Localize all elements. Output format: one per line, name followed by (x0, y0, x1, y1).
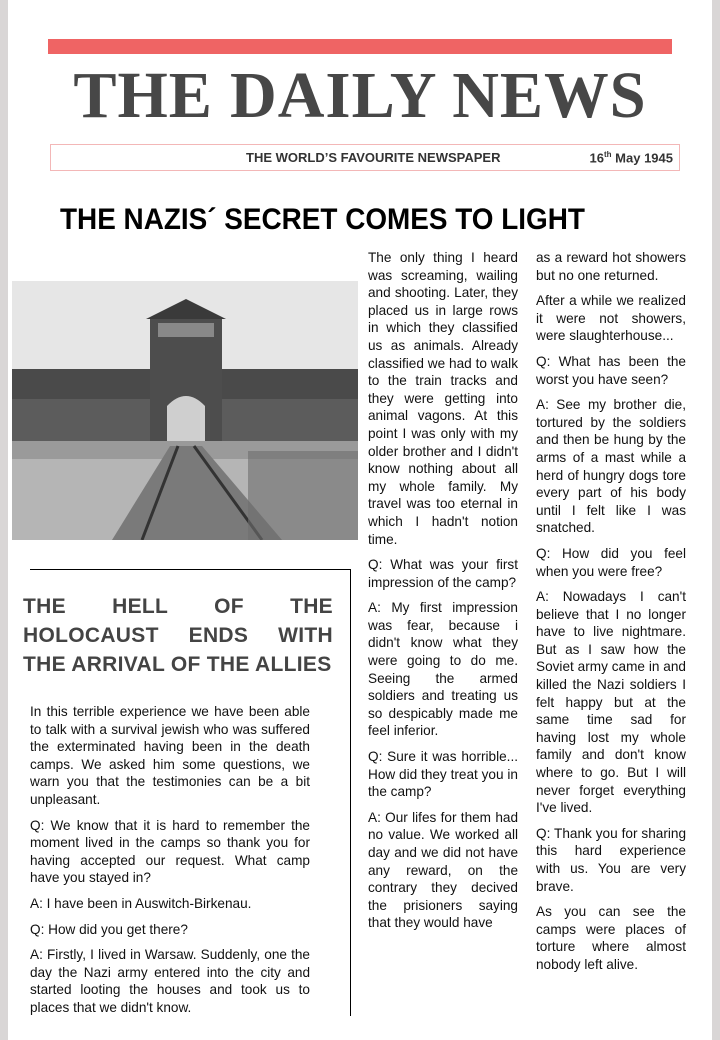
paragraph: Q: Sure it was horrible... How did they treat you in the camp? (368, 749, 518, 800)
paragraph: A: Firstly, I lived in Warsaw. Suddenly, one the day the Nazi army entered into the city and started looting the houses and took us to places that we didn't know. (30, 947, 310, 1015)
article-column-3 (536, 249, 686, 982)
issue-date (590, 150, 673, 165)
paragraph: as a reward hot showers but no one returned. (536, 250, 686, 283)
article-column-1 (30, 703, 310, 1025)
tagline-bar (50, 144, 680, 171)
paragraph: After a while we realized it were not showers, were slaughterhouse... (536, 293, 686, 344)
masthead-accent-bar (48, 39, 672, 54)
paragraph: As you can see the camps were places of torture where almost nobody left alive. (536, 904, 686, 972)
newspaper-page (8, 0, 712, 1040)
paragraph: A: See my brother die, tortured by the soldiers and then be hung by the arms of a mast while a herd of hungry dogs tore every part of his body until I felt like I was snatched. (536, 397, 686, 536)
paragraph: Q: Thank you for sharing this hard experience with us. You are very brave. (536, 825, 686, 894)
main-headline: THE NAZIS´ SECRET COMES TO LIGHT (60, 203, 585, 236)
paragraph: A: Nowadays I can't believe that I no longer have to live nightmare. But as I saw how the Soviet army came in and killed the Nazi soldiers I felt happy but at the same time sad for having lost my whole family and don't know where to go. But I will never forget everything I've lived. (536, 589, 686, 816)
tagline: THE WORLD’S FAVOURITE NEWSPAPER (246, 150, 501, 165)
paragraph: A: Our lifes for them had no value. We worked all day and we did not have any reward, on the contrary they decived the prisioners saying that they would have (368, 809, 518, 931)
paragraph: Q: We know that it is hard to remember the moment lived in the camps so thank you for having accepted our request. What camp have you stayed in? (30, 817, 310, 886)
paragraph: The only thing I heard was screaming, wailing and shooting. Later, they placed us in large rows in which they classified us as animals. Already classified we had to walk to the train tracks and they were getting into animal vagons. At this point I was only with my older brother and I didn't know nothing about all my whole family. My travel was too eternal in which I hadn't notion time. (368, 250, 518, 547)
camp-gate-photo (12, 281, 358, 540)
date-day: 16 (589, 150, 604, 166)
paragraph: Q: What has been the worst you have seen? (536, 353, 686, 387)
sub-headline: THE HELL OF THE HOLOCAUST ENDS WITH THE ARRIVAL OF THE ALLIES (23, 595, 333, 676)
paragraph: Q: How did you get there? (30, 921, 188, 937)
newspaper-title: THE DAILY NEWS (73, 59, 647, 132)
article-column-2 (368, 249, 518, 940)
paragraph: Q: What was your first impression of the camp? (368, 557, 518, 590)
paragraph: A: My first impression was fear, because i didn't know what they were going to do me. Seeing the armed soldiers and treating us so despicably made me feel inferior. (368, 600, 518, 739)
paragraph: A: I have been in Auswitch-Birkenau. (30, 895, 252, 911)
date-suffix: th (604, 150, 612, 159)
paragraph: Q: How did you feel when you were free? (536, 545, 686, 579)
paragraph: In this terrible experience we have been able to talk with a survival jewish who was suffered the exterminated having been in the death camps. We asked him some questions, we warn you that the testimonies can be a bit unpleasant. (30, 704, 310, 807)
date-rest: May 1945 (611, 150, 673, 166)
